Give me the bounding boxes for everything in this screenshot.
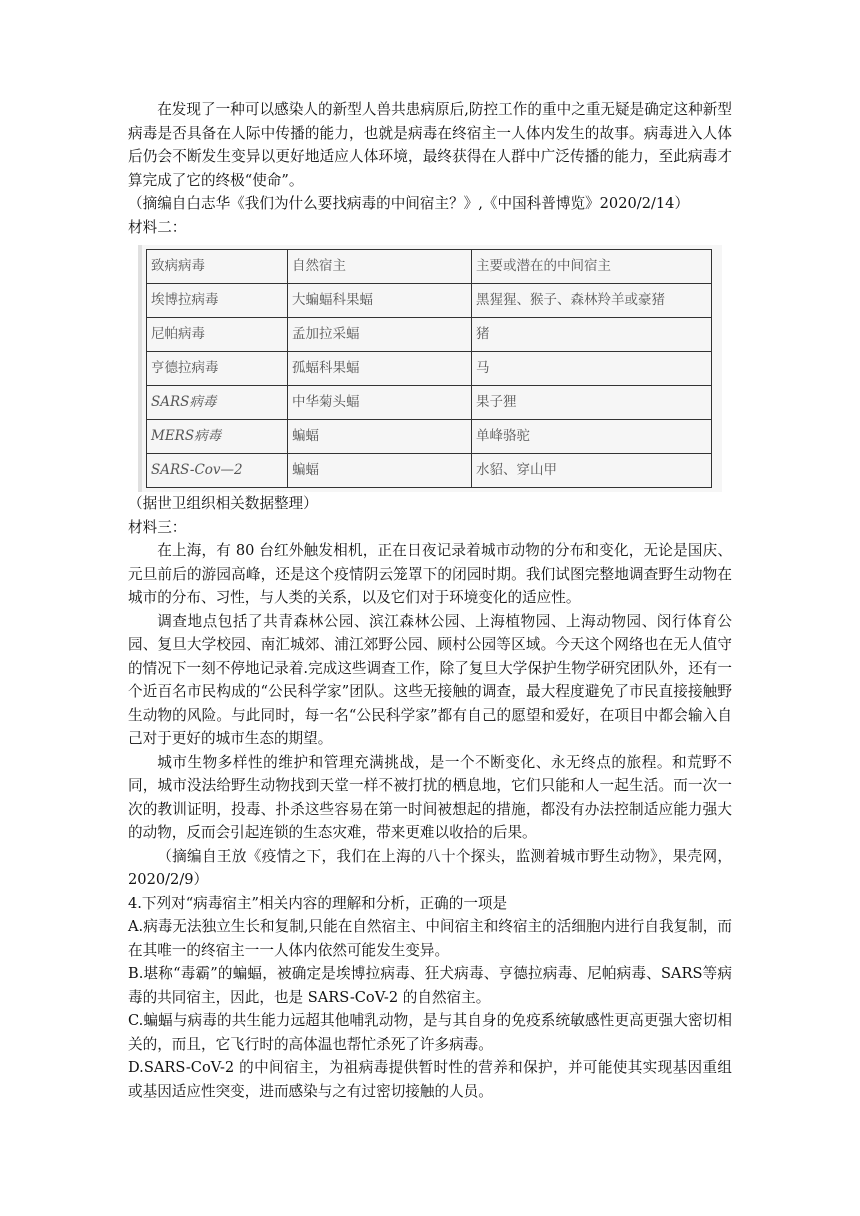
material3-paragraph-1: 在上海，有 80 台红外触发相机，正在日夜记录着城市动物的分布和变化，无论是国庆、元旦前后的游园高峰，还是这个疫情阴云笼罩下的闭园时期。我们试图完整地调查野生动物在城市的分布、习性，与人类的关系，以及它们对于环境变化的适应性。	[128, 542, 732, 606]
table-cell: SARS-Cov—2	[147, 454, 288, 488]
table-row	[147, 454, 712, 488]
table-cell: 水貂、穿山甲	[472, 454, 712, 488]
header-cell-natural-host: 自然宿主	[288, 250, 472, 284]
table-cell: 果子狸	[472, 386, 712, 420]
question-stem: 4.下列对“病毒宿主”相关内容的理解和分析，正确的一项是	[128, 894, 508, 912]
table-cell: 马	[472, 352, 712, 386]
table-cell: 大蝙蝠科果蝠	[288, 284, 472, 318]
table-cell: SARS病毒	[147, 386, 288, 420]
material3-source: （摘编自王放《疫情之下，我们在上海的八十个探头，监测着城市野生动物》，果壳网，2020/2/9）	[128, 847, 732, 888]
virus-host-table	[146, 249, 712, 488]
table-header-row	[147, 250, 712, 284]
table-cell: 孟加拉采蝠	[288, 318, 472, 352]
material1-paragraph: 在发现了一种可以感染人的新型人兽共患病原后,防控工作的重中之重无疑是确定这种新型病毒是否具备在人际中传播的能力，也就是病毒在终宿主一人体内发生的故事。病毒进入人体后仍会不断发生变异以更好地适应人体环境，最终获得在人群中广泛传播的能力，至此病毒才算完成了它的终极“使命”。	[128, 101, 732, 189]
table-cell: 尼帕病毒	[147, 318, 288, 352]
material1-source: （摘编自白志华《我们为什么要找病毒的中间宿主？》,《中国科普博览》2020/2/14）	[128, 195, 690, 212]
table-row	[147, 318, 712, 352]
table-cell: 中华菊头蝠	[288, 386, 472, 420]
table-cell: 孤蝠科果蝠	[288, 352, 472, 386]
material3-paragraph-2: 调查地点包括了共青森林公园、滨江森林公园、上海植物园、上海动物园、闵行体育公园、复旦大学校园、南汇城郊、浦江郊野公园、顾村公园等区域。今天这个网络也在无人值守的情况下一刻不停地记录着.完成这些调查工作，除了复旦大学保护生物学研究团队外，还有一个近百名市民构成的“公民科学家”团队。这些无接触的调查，最大程度避免了市民直接接触野生动物的风险。与此同时，每一名“公民科学家”都有自己的愿望和爱好，在项目中都会输入自己对于更好的城市生态的期望。	[128, 612, 732, 747]
table-cell: 黑猩猩、猴子、森林羚羊或豪猪	[472, 284, 712, 318]
table-cell: 单峰骆驼	[472, 420, 712, 454]
option-c: C.蝙蝠与病毒的共生能力远超其他哺乳动物，是与其自身的免疫系统敏感性更高更强大密切相关的，而且，它飞行时的高体温也帮忙杀死了许多病毒。	[128, 1012, 732, 1053]
material2-source: （据世卫组织相关数据整理）	[128, 495, 318, 512]
option-d: D.SARS-CoV-2 的中间宿主，为祖病毒提供暂时性的营养和保护，并可能使其实现基因重组或基因适应性突变，进而感染与之有过密切接触的人员。	[128, 1059, 732, 1100]
table-cell: 埃博拉病毒	[147, 284, 288, 318]
table-cell: 亨德拉病毒	[147, 352, 288, 386]
option-b: B.堪称“毒霸”的蝙蝠，被确定是埃博拉病毒、狂犬病毒、亨德拉病毒、尼帕病毒、SARS等病毒的共同宿主，因此，也是 SARS-CoV-2 的自然宿主。	[128, 965, 732, 1006]
table-cell: 蝙蝠	[288, 420, 472, 454]
document-page	[128, 98, 732, 1103]
table-row	[147, 386, 712, 420]
table-cell: MERS病毒	[147, 420, 288, 454]
virus-host-table-image	[138, 245, 722, 492]
header-cell-virus: 致病病毒	[147, 250, 288, 284]
table-row	[147, 420, 712, 454]
option-a: A.病毒无法独立生长和复制,只能在自然宿主、中间宿主和终宿主的活细胞内进行自我复制，而在其唯一的终宿主一一人体内依然可能发生变异。	[128, 918, 732, 959]
table-cell: 猪	[472, 318, 712, 352]
material3-paragraph-3: 城市生物多样性的维护和管理充满挑战，是一个不断变化、永无终点的旅程。和荒野不同，城市没法给野生动物找到天堂一样不被打扰的栖息地，它们只能和人一起生活。而一次一次的教训证明，投毒、扑杀这些容易在第一时间被想起的措施，都没有办法控制适应能力强大的动物，反而会引起连锁的生态灾难，带来更难以收拾的后果。	[128, 753, 732, 841]
table-row	[147, 352, 712, 386]
table-row	[147, 284, 712, 318]
material3-label: 材料三：	[128, 518, 187, 536]
header-cell-intermediate-host: 主要或潜在的中间宿主	[472, 250, 712, 284]
table-cell: 蝙蝠	[288, 454, 472, 488]
material2-label: 材料二：	[128, 218, 187, 236]
